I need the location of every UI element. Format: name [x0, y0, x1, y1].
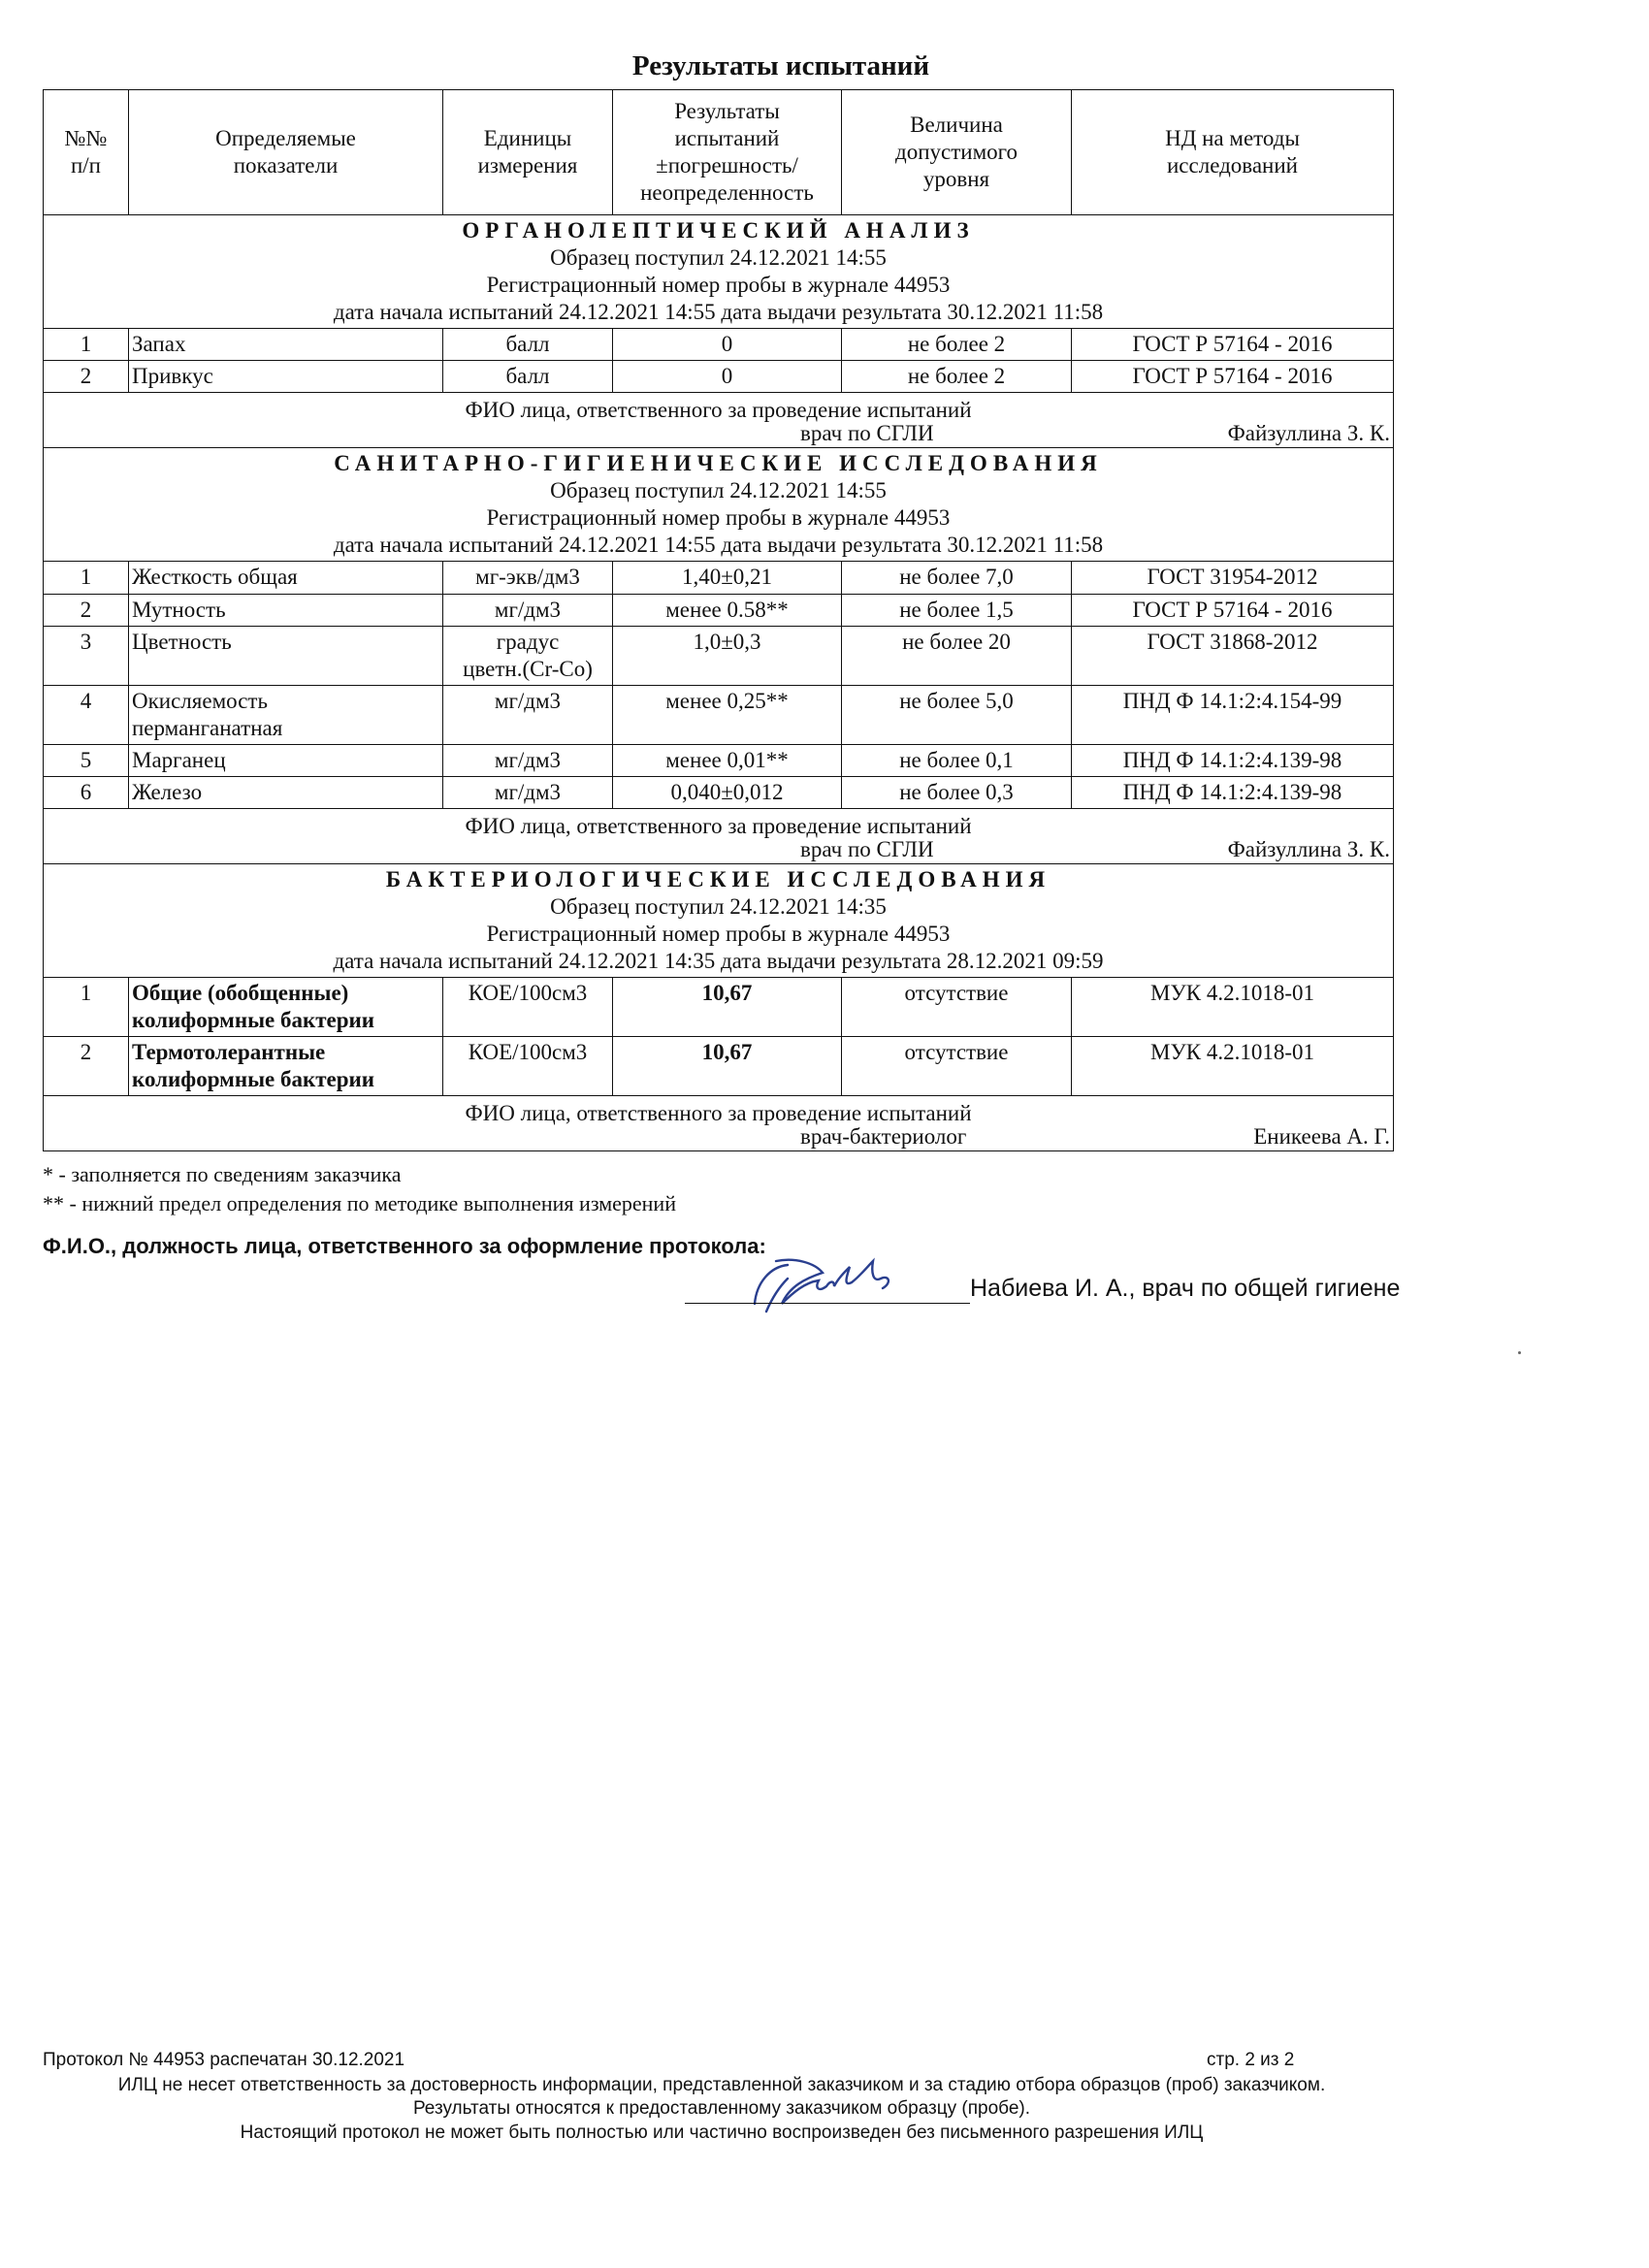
cell-indicator: Марганец — [129, 744, 443, 776]
footer-sample-note: Результаты относятся к предоставленному заказчиком образцу (пробе). — [412, 2098, 1031, 2119]
responsible-row — [44, 808, 1394, 863]
cell-limit: отсутствие — [842, 1037, 1072, 1096]
section-header — [44, 863, 1394, 977]
responsible-cell — [44, 1096, 1394, 1151]
footer-copyright: Настоящий протокол не может быть полностью или частично воспроизведен без письменного разрешения ИЛЦ — [240, 2122, 1204, 2143]
table-row — [44, 744, 1394, 776]
cell-unit: мг/дм3 — [443, 685, 613, 744]
footnotes — [43, 1160, 676, 1217]
cell-limit: не более 2 — [842, 361, 1072, 393]
table-row — [44, 1037, 1394, 1096]
responsible-cell — [44, 808, 1394, 863]
section-name: БАКТЕРИОЛОГИЧЕСКИЕ ИССЛЕДОВАНИЯ — [385, 866, 1051, 891]
cell-unit: балл — [443, 361, 613, 393]
section-name: САНИТАРНО-ГИГИЕНИЧЕСКИЕ ИССЛЕДОВАНИЯ — [334, 451, 1103, 476]
cell-limit: не более 5,0 — [842, 685, 1072, 744]
table-header-row — [44, 90, 1394, 215]
responsible-person: Еникеева А. Г. — [1253, 1124, 1390, 1150]
cell-method: МУК 4.2.1018-01 — [1072, 1037, 1394, 1096]
footer-disclaimer: ИЛЦ не несет ответственность за достоверность информации, представленной заказчиком и за стадию отбора образцов (проб) заказчиком. — [117, 2075, 1326, 2095]
cell-number: 1 — [44, 978, 129, 1037]
footnote-detection-limit: ** - нижний предел определения по методике выполнения измерений — [43, 1190, 676, 1215]
cell-method: ПНД Ф 14.1:2:4.139-98 — [1072, 776, 1394, 808]
header-number: №№ п/п — [44, 90, 129, 215]
cell-unit: КОЕ/100см3 — [443, 978, 613, 1037]
cell-indicator: Запах — [129, 329, 443, 361]
responsible-row — [44, 1096, 1394, 1151]
footer-page-number: стр. 2 из 2 — [1207, 2050, 1295, 2070]
table-row — [44, 329, 1394, 361]
test-dates: дата начала испытаний 24.12.2021 14:55 дата выдачи результата 30.12.2021 11:58 — [333, 533, 1104, 558]
responsible-label: ФИО лица, ответственного за проведение испытаний — [465, 1101, 972, 1126]
cell-limit: не более 7,0 — [842, 562, 1072, 594]
footnote-customer: * - заполняется по сведениям заказчика — [43, 1162, 402, 1186]
cell-result: 10,67 — [613, 978, 842, 1037]
cell-result: менее 0,01** — [613, 744, 842, 776]
section-header — [44, 448, 1394, 562]
cell-method: ГОСТ Р 57164 - 2016 — [1072, 594, 1394, 626]
cell-indicator: Цветность — [129, 626, 443, 685]
responsible-label: ФИО лица, ответственного за проведение испытаний — [465, 398, 972, 423]
section-header-cell — [44, 448, 1394, 562]
responsible-person: Файзуллина З. К. — [1227, 836, 1390, 861]
cell-number: 1 — [44, 329, 129, 361]
cell-limit: не более 0,3 — [842, 776, 1072, 808]
signature — [737, 1244, 941, 1321]
cell-result: 10,67 — [613, 1037, 842, 1096]
registration-number: Регистрационный номер пробы в журнале 44953 — [486, 505, 951, 531]
section-name: ОРГАНОЛЕПТИЧЕСКИЙ АНАЛИЗ — [462, 218, 975, 243]
registration-number: Регистрационный номер пробы в журнале 44953 — [486, 273, 951, 298]
cell-method: ГОСТ Р 57164 - 2016 — [1072, 361, 1394, 393]
cell-number: 3 — [44, 626, 129, 685]
cell-indicator: Железо — [129, 776, 443, 808]
cell-indicator: Жесткость общая — [129, 562, 443, 594]
page-title: Результаты испытаний — [631, 50, 930, 81]
section-header-cell — [44, 863, 1394, 977]
cell-unit: балл — [443, 329, 613, 361]
protocol-responsible-label: Ф.И.О., должность лица, ответственного за оформление протокола: — [43, 1234, 766, 1258]
cell-result: 0,040±0,012 — [613, 776, 842, 808]
table-row — [44, 685, 1394, 744]
footer-protocol-line — [43, 2050, 1401, 2071]
cell-method: ГОСТ 31868-2012 — [1072, 626, 1394, 685]
test-dates: дата начала испытаний 24.12.2021 14:35 дата выдачи результата 28.12.2021 09:59 — [333, 948, 1104, 973]
responsible-position: врач по СГЛИ — [800, 421, 934, 446]
cell-number: 2 — [44, 1037, 129, 1096]
cell-number: 5 — [44, 744, 129, 776]
cell-unit: мг-экв/дм3 — [443, 562, 613, 594]
scan-speck — [1518, 1351, 1521, 1354]
cell-result: менее 0,25** — [613, 685, 842, 744]
cell-method: ГОСТ Р 57164 - 2016 — [1072, 329, 1394, 361]
table-body — [44, 215, 1394, 1151]
header-limit: Величина допустимого уровня — [842, 90, 1072, 215]
signature-line — [685, 1303, 970, 1304]
responsible-position: врач-бактериолог — [800, 1124, 967, 1150]
table-row — [44, 978, 1394, 1037]
responsible-cell — [44, 393, 1394, 448]
cell-result: 0 — [613, 329, 842, 361]
responsible-label: ФИО лица, ответственного за проведение испытаний — [465, 813, 972, 838]
cell-indicator: Термотолерантные колиформные бактерии — [129, 1037, 443, 1096]
footer-protocol: Протокол № 44953 распечатан 30.12.2021 — [43, 2050, 405, 2070]
cell-result: 0 — [613, 361, 842, 393]
cell-unit: мг/дм3 — [443, 594, 613, 626]
table-row — [44, 562, 1394, 594]
results-table — [43, 89, 1394, 1151]
cell-indicator: Привкус — [129, 361, 443, 393]
sample-received: Образец поступил 24.12.2021 14:55 — [550, 478, 887, 503]
header-method: НД на методы исследований — [1072, 90, 1394, 215]
section-header — [44, 215, 1394, 329]
sample-received: Образец поступил 24.12.2021 14:35 — [550, 893, 887, 919]
cell-result: менее 0.58** — [613, 594, 842, 626]
header-indicator: Определяемые показатели — [129, 90, 443, 215]
cell-number: 4 — [44, 685, 129, 744]
registration-number: Регистрационный номер пробы в журнале 44953 — [486, 921, 951, 946]
cell-unit: мг/дм3 — [443, 744, 613, 776]
cell-unit: градус цветн.(Cr-Co) — [443, 626, 613, 685]
cell-limit: не более 0,1 — [842, 744, 1072, 776]
header-unit: Единицы измерения — [443, 90, 613, 215]
table-row — [44, 594, 1394, 626]
protocol-responsible-name: Набиева И. А., врач по общей гигиене — [970, 1275, 1401, 1302]
cell-result: 1,40±0,21 — [613, 562, 842, 594]
cell-method: ПНД Ф 14.1:2:4.154-99 — [1072, 685, 1394, 744]
cell-number: 1 — [44, 562, 129, 594]
cell-method: МУК 4.2.1018-01 — [1072, 978, 1394, 1037]
cell-result: 1,0±0,3 — [613, 626, 842, 685]
cell-method: ПНД Ф 14.1:2:4.139-98 — [1072, 744, 1394, 776]
section-header-cell — [44, 215, 1394, 329]
responsible-position: врач по СГЛИ — [800, 836, 934, 861]
cell-limit: не более 2 — [842, 329, 1072, 361]
cell-limit: не более 1,5 — [842, 594, 1072, 626]
table-row — [44, 626, 1394, 685]
table-row — [44, 776, 1394, 808]
cell-indicator: Общие (обобщенные) колиформные бактерии — [129, 978, 443, 1037]
cell-limit: отсутствие — [842, 978, 1072, 1037]
cell-number: 2 — [44, 361, 129, 393]
cell-indicator: Мутность — [129, 594, 443, 626]
responsible-row — [44, 393, 1394, 448]
cell-unit: мг/дм3 — [443, 776, 613, 808]
test-dates: дата начала испытаний 24.12.2021 14:55 дата выдачи результата 30.12.2021 11:58 — [333, 300, 1104, 325]
responsible-person: Файзуллина З. К. — [1227, 421, 1390, 446]
cell-number: 6 — [44, 776, 129, 808]
cell-number: 2 — [44, 594, 129, 626]
cell-indicator: Окисляемость перманганатная — [129, 685, 443, 744]
cell-limit: не более 20 — [842, 626, 1072, 685]
table-row — [44, 361, 1394, 393]
sample-received: Образец поступил 24.12.2021 14:55 — [550, 245, 887, 271]
cell-unit: КОЕ/100см3 — [443, 1037, 613, 1096]
header-result: Результаты испытаний ±погрешность/ неопределенность — [613, 90, 842, 215]
cell-method: ГОСТ 31954-2012 — [1072, 562, 1394, 594]
